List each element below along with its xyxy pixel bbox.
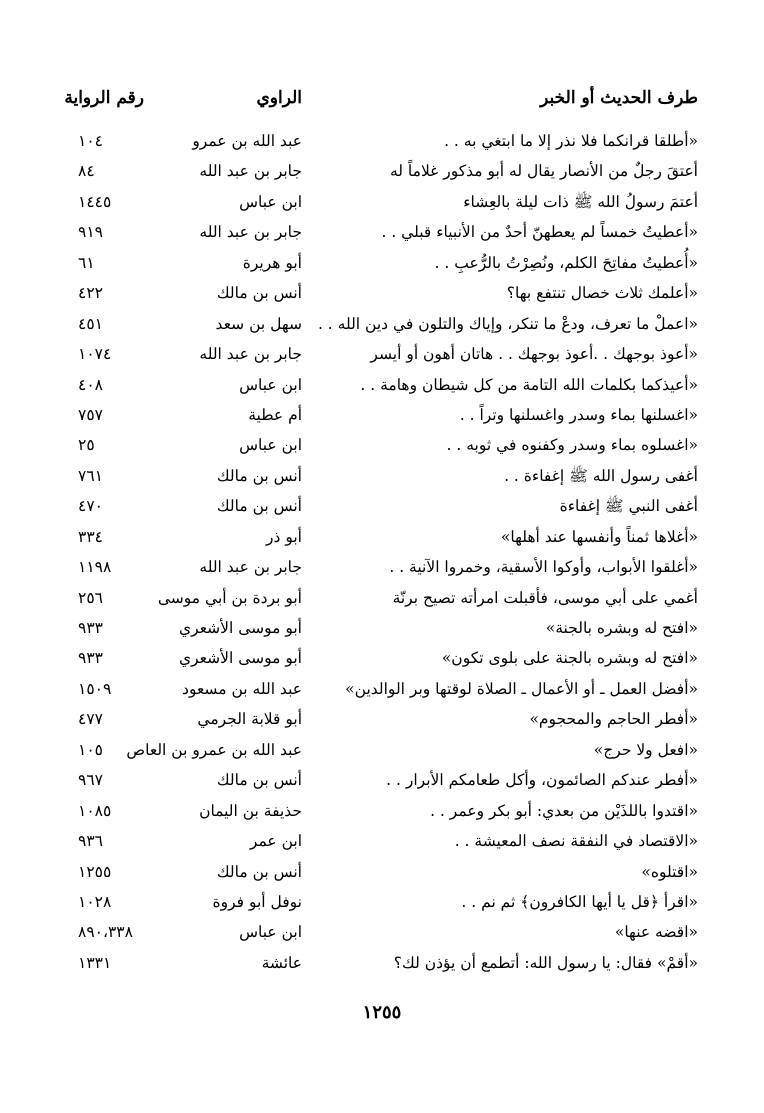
hadith-text: «اقتدوا باللذَيْن من بعدي: أبو بكر وعمر . . bbox=[430, 801, 698, 820]
table-row bbox=[0, 312, 764, 342]
table-row bbox=[0, 281, 764, 311]
hadith-text: أعتمَ رسولُ الله ﷺ ذات ليلة بالعِشاء bbox=[463, 192, 698, 211]
narration-number: ٧٥٧ bbox=[78, 405, 103, 424]
narration-number: ٤٧٧ bbox=[78, 710, 103, 729]
narrator-name: حذيفة بن اليمان bbox=[199, 801, 302, 820]
narrator-name: جابر بن عبد الله bbox=[199, 345, 302, 364]
narrator-name: ابن عباس bbox=[239, 192, 302, 211]
hadith-text: «أقمْ» فقال: يا رسول الله: أتطمع أن يؤذن لك؟ bbox=[393, 953, 698, 972]
narrator-name: عبد الله بن عمرو bbox=[192, 132, 302, 150]
narrator-name: أبو ذر bbox=[266, 527, 302, 546]
table-row bbox=[0, 129, 764, 159]
header-hadith: طرف الحديث أو الخبر bbox=[540, 88, 698, 108]
narrator-name: ابن عباس bbox=[239, 375, 302, 394]
hadith-text: «أغلاها ثمناً وأنفسها عند أهلها» bbox=[500, 527, 698, 546]
narration-number: ١٣٣١ bbox=[78, 953, 112, 972]
narrator-name: نوفل أبو فروة bbox=[212, 892, 302, 911]
narration-number: ١٠٤ bbox=[78, 132, 103, 150]
table-row bbox=[0, 190, 764, 220]
hadith-text: أغفى رسول الله ﷺ إغفاءة . . bbox=[504, 466, 698, 485]
narration-number: ١٠٨٥ bbox=[78, 801, 112, 820]
hadith-text: «افتح له وبشره بالجنة» bbox=[545, 619, 698, 637]
narration-number: ٢٥ bbox=[78, 436, 95, 455]
hadith-text: «أعلمك ثلاث خصال تنتفع بها؟ bbox=[506, 284, 698, 303]
narration-number: ٣٣٤ bbox=[78, 527, 103, 546]
narration-number: ٩٣٣ bbox=[78, 649, 103, 668]
narration-number: ٤٧٠ bbox=[78, 497, 103, 516]
table-row bbox=[0, 373, 764, 403]
narration-number: ١٢٥٥ bbox=[78, 862, 112, 881]
table-row bbox=[0, 920, 764, 950]
hadith-text: «اقرأ ﴿قل يا أيها الكافرون﴾ ثم نم . . bbox=[461, 892, 698, 911]
hadith-text: «افعل ولا حرج» bbox=[593, 740, 698, 759]
table-row bbox=[0, 860, 764, 890]
hadith-text: «أفطر الحاجم والمحجوم» bbox=[529, 710, 698, 729]
hadith-text: «أفضل العمل ـ أو الأعمال ـ الصلاة لوقتها وبر الوالدين» bbox=[345, 679, 698, 698]
narrator-name: أنس بن مالك bbox=[216, 862, 302, 881]
narration-number: ٩٣٣ bbox=[78, 619, 103, 637]
narration-number: ٤٥١ bbox=[78, 314, 103, 333]
narration-number: ٤٢٢ bbox=[78, 284, 103, 303]
narrator-name: أنس بن مالك bbox=[216, 284, 302, 303]
table-row bbox=[0, 586, 764, 616]
narration-number: ١٠٧٤ bbox=[78, 345, 112, 364]
table-header bbox=[0, 88, 764, 118]
narrator-name: أبو هريرة bbox=[242, 253, 302, 272]
table-row bbox=[0, 251, 764, 281]
table-row bbox=[0, 342, 764, 372]
table-row bbox=[0, 738, 764, 768]
narrator-name: أنس بن مالك bbox=[216, 771, 302, 790]
table-row bbox=[0, 677, 764, 707]
narrator-name: أبو موسى الأشعري bbox=[179, 649, 302, 668]
table-row bbox=[0, 829, 764, 859]
narrator-name: أبو بردة بن أبي موسى bbox=[157, 588, 302, 607]
narrator-name: ابن عمر bbox=[249, 832, 302, 851]
hadith-text: «اقتلوه» bbox=[641, 862, 698, 881]
header-narrator: الراوي bbox=[256, 88, 302, 108]
narrator-name: سهل بن سعد bbox=[215, 314, 302, 333]
hadith-text: «أطلقا قرانكما فلا نذر إلا ما ابتغي به . . bbox=[444, 132, 698, 150]
narrator-name: ابن عباس bbox=[239, 923, 302, 942]
table-row bbox=[0, 494, 764, 524]
table-row bbox=[0, 951, 764, 981]
hadith-text: أغفى النبي ﷺ إغفاءة bbox=[559, 497, 698, 516]
table-row bbox=[0, 403, 764, 433]
narration-number: ٨٤ bbox=[78, 162, 95, 181]
hadith-text: «اعملْ ما تعرف، ودعْ ما تنكر، وإياك والتلون في دين الله . . bbox=[317, 314, 698, 333]
narrator-name: أم عطية bbox=[248, 405, 302, 424]
narration-number: ١٤٤٥ bbox=[78, 192, 112, 211]
narration-number: ٩٦٧ bbox=[78, 771, 103, 790]
narrator-name: أبو موسى الأشعري bbox=[179, 619, 302, 637]
table-row bbox=[0, 646, 764, 676]
narration-number: ٧٦١ bbox=[78, 466, 103, 485]
hadith-text: أعتقَ رجلٌ من الأنصار يقال له أبو مذكور غلاماً له bbox=[389, 162, 698, 181]
hadith-text: «أغلقوا الأبواب، وأوكوا الأسقية، وخمروا الآنية . . bbox=[389, 558, 698, 577]
index-rows bbox=[0, 129, 764, 981]
table-row bbox=[0, 433, 764, 463]
table-row bbox=[0, 890, 764, 920]
hadith-text: «اغسلنها بماء وسدر واغسلنها وتراً . . bbox=[459, 405, 698, 424]
header-number: رقم الرواية bbox=[64, 88, 144, 108]
narration-number: ٤٠٨ bbox=[78, 375, 103, 394]
hadith-text: «أعطيتُ خمساً لم يعطهنّ أحدٌ من الأنبياء قبلي . . bbox=[381, 223, 698, 242]
table-row bbox=[0, 464, 764, 494]
narrator-name: جابر بن عبد الله bbox=[199, 162, 302, 181]
narrator-name: ابن عباس bbox=[239, 436, 302, 455]
table-row bbox=[0, 768, 764, 798]
narrator-name: جابر بن عبد الله bbox=[199, 558, 302, 577]
table-row bbox=[0, 525, 764, 555]
narration-number: ٩٣٦ bbox=[78, 832, 103, 851]
narrator-name: عبد الله بن عمرو بن العاص bbox=[126, 740, 302, 759]
table-row bbox=[0, 799, 764, 829]
narration-number: ٩١٩ bbox=[78, 223, 103, 242]
table-row bbox=[0, 220, 764, 250]
narrator-name: جابر بن عبد الله bbox=[199, 223, 302, 242]
narration-number: ٨٩٠،٣٣٨ bbox=[78, 923, 133, 942]
narration-number: ١٥٠٩ bbox=[78, 679, 112, 698]
hadith-text: «أعوذ بوجهك . .أعوذ بوجهك . . هاتان أهون أو أيسر bbox=[370, 345, 698, 364]
hadith-text: «أُعطيتُ مفاتِحَ الكلم، ونُصِرْتُ بالرُّعبِ . . bbox=[434, 253, 698, 272]
narration-number: ٢٥٦ bbox=[78, 588, 103, 607]
table-row bbox=[0, 616, 764, 646]
narrator-name: أنس بن مالك bbox=[216, 466, 302, 485]
table-row bbox=[0, 707, 764, 737]
narrator-name: عبد الله بن مسعود bbox=[182, 679, 302, 698]
hadith-text: «الاقتصاد في النفقة نصف المعيشة . . bbox=[454, 832, 698, 851]
narration-number: ١٠٢٨ bbox=[78, 892, 112, 911]
hadith-text: «أفطر عندكم الصائمون، وأكل طعامكم الأبرار . . bbox=[386, 771, 698, 790]
hadith-text: أغمي على أبي موسى، فأقبلت امرأته تصيح برنّة bbox=[392, 588, 698, 607]
hadith-text: «اغسلوه بماء وسدر وكفنوه في ثوبه . . bbox=[446, 436, 698, 455]
hadith-text: «أعيذكما بكلمات الله التامة من كل شيطان وهامة . . bbox=[360, 375, 698, 394]
narration-number: ١٠٥ bbox=[78, 740, 103, 759]
narration-number: ١١٩٨ bbox=[78, 558, 112, 577]
hadith-text: «افتح له وبشره بالجنة على بلوى تكون» bbox=[441, 649, 698, 668]
table-row bbox=[0, 159, 764, 189]
narrator-name: عائشة bbox=[261, 953, 302, 972]
hadith-text: «اقضه عنها» bbox=[614, 923, 698, 942]
narrator-name: أنس بن مالك bbox=[216, 497, 302, 516]
page-number: ١٢٥٥ bbox=[362, 1002, 402, 1023]
narration-number: ٦١ bbox=[78, 253, 95, 272]
narrator-name: أبو قلابة الجرمي bbox=[197, 710, 302, 729]
table-row bbox=[0, 555, 764, 585]
